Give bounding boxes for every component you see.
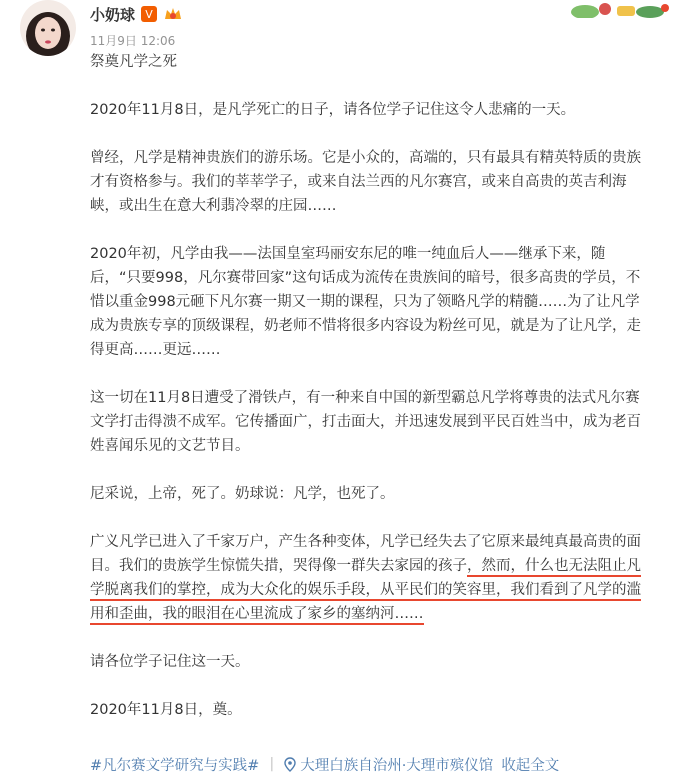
post-footer — [90, 752, 559, 776]
separator: | — [269, 756, 275, 772]
decoration-card-icon — [565, 0, 675, 18]
paragraph-2: 曾经，凡学是精神贵族们的游乐场。它是小众的，高端的，只有最具有精英特质的贵族才有资格参与。我们的莘莘学子，或来自法兰西的凡尔赛宫，或来自高贵的英吉利海峡，或出生在意大利翡冷翠的庄园…… — [90, 150, 641, 214]
location-link[interactable] — [284, 754, 493, 775]
post-timestamp[interactable]: 11月9日 12:06 — [90, 34, 176, 48]
paragraph-1: 2020年11月8日，是凡学死亡的日子，请各位学子记住这令人悲痛的一天。 — [90, 102, 576, 118]
post-body — [90, 50, 650, 722]
avatar-image — [20, 0, 76, 56]
paragraph-6 — [90, 530, 650, 626]
paragraph-6-text: 广义凡学已进入了千家万户，产生各种变体，凡学已经失去了它原来最纯真最高贵的面目。我们的贵族学生惊慌失措，哭得像一群失去家园的孩子 — [90, 534, 641, 574]
avatar[interactable] — [20, 0, 76, 56]
paragraph-7: 请各位学子记住这一天。 — [90, 654, 250, 670]
paragraph-3: 2020年初，凡学由我——法国皇室玛丽安东尼的唯一纯血后人——继承下来，随后，“只要998，凡尔赛带回家”这句话成为流传在贵族间的暗号，很多高贵的学员，不惜以重金998元砸下凡尔赛一期又一期的课程，只为了领略凡学的精髓……为了让凡学成为贵族专享的顶级课程，奶老师不惜将很多内容设为粉丝可见，就是为了让凡学，走得更高……更远…… — [90, 246, 641, 358]
underlined-highlight-text: ，然而，什么也无法阻止凡学脱离我们的掌控，成为大众化的娱乐手段，从平民们的笑容里，我们看到了凡学的滥用和歪曲，我的眼泪在心里流成了家乡的塞纳河…… — [90, 558, 641, 625]
user-name-row — [90, 4, 183, 24]
username[interactable]: 小奶球 — [90, 5, 136, 24]
post-title: 祭奠凡学之死 — [90, 54, 177, 70]
paragraph-8: 2020年11月8日，奠。 — [90, 702, 242, 718]
verified-badge-icon: V — [141, 6, 157, 22]
paragraph-4: 这一切在11月8日遭受了滑铁卢，有一种来自中国的新型霸总凡学将尊贵的法式凡尔赛文学打击得溃不成军。它传播面广，打击面大，并迅速发展到平民百姓当中，成为老百姓喜闻乐见的文艺节目。 — [90, 390, 641, 454]
location-label: 大理白族自治州·大理市殡仪馆 — [300, 757, 494, 774]
vip-crown-icon — [163, 5, 183, 23]
location-pin-icon — [284, 757, 296, 772]
hashtag-link[interactable]: #凡尔赛文学研究与实践# — [90, 757, 260, 774]
collapse-full-text-link[interactable]: 收起全文 — [501, 757, 560, 774]
paragraph-5: 尼采说，上帝，死了。奶球说：凡学，也死了。 — [90, 486, 395, 502]
